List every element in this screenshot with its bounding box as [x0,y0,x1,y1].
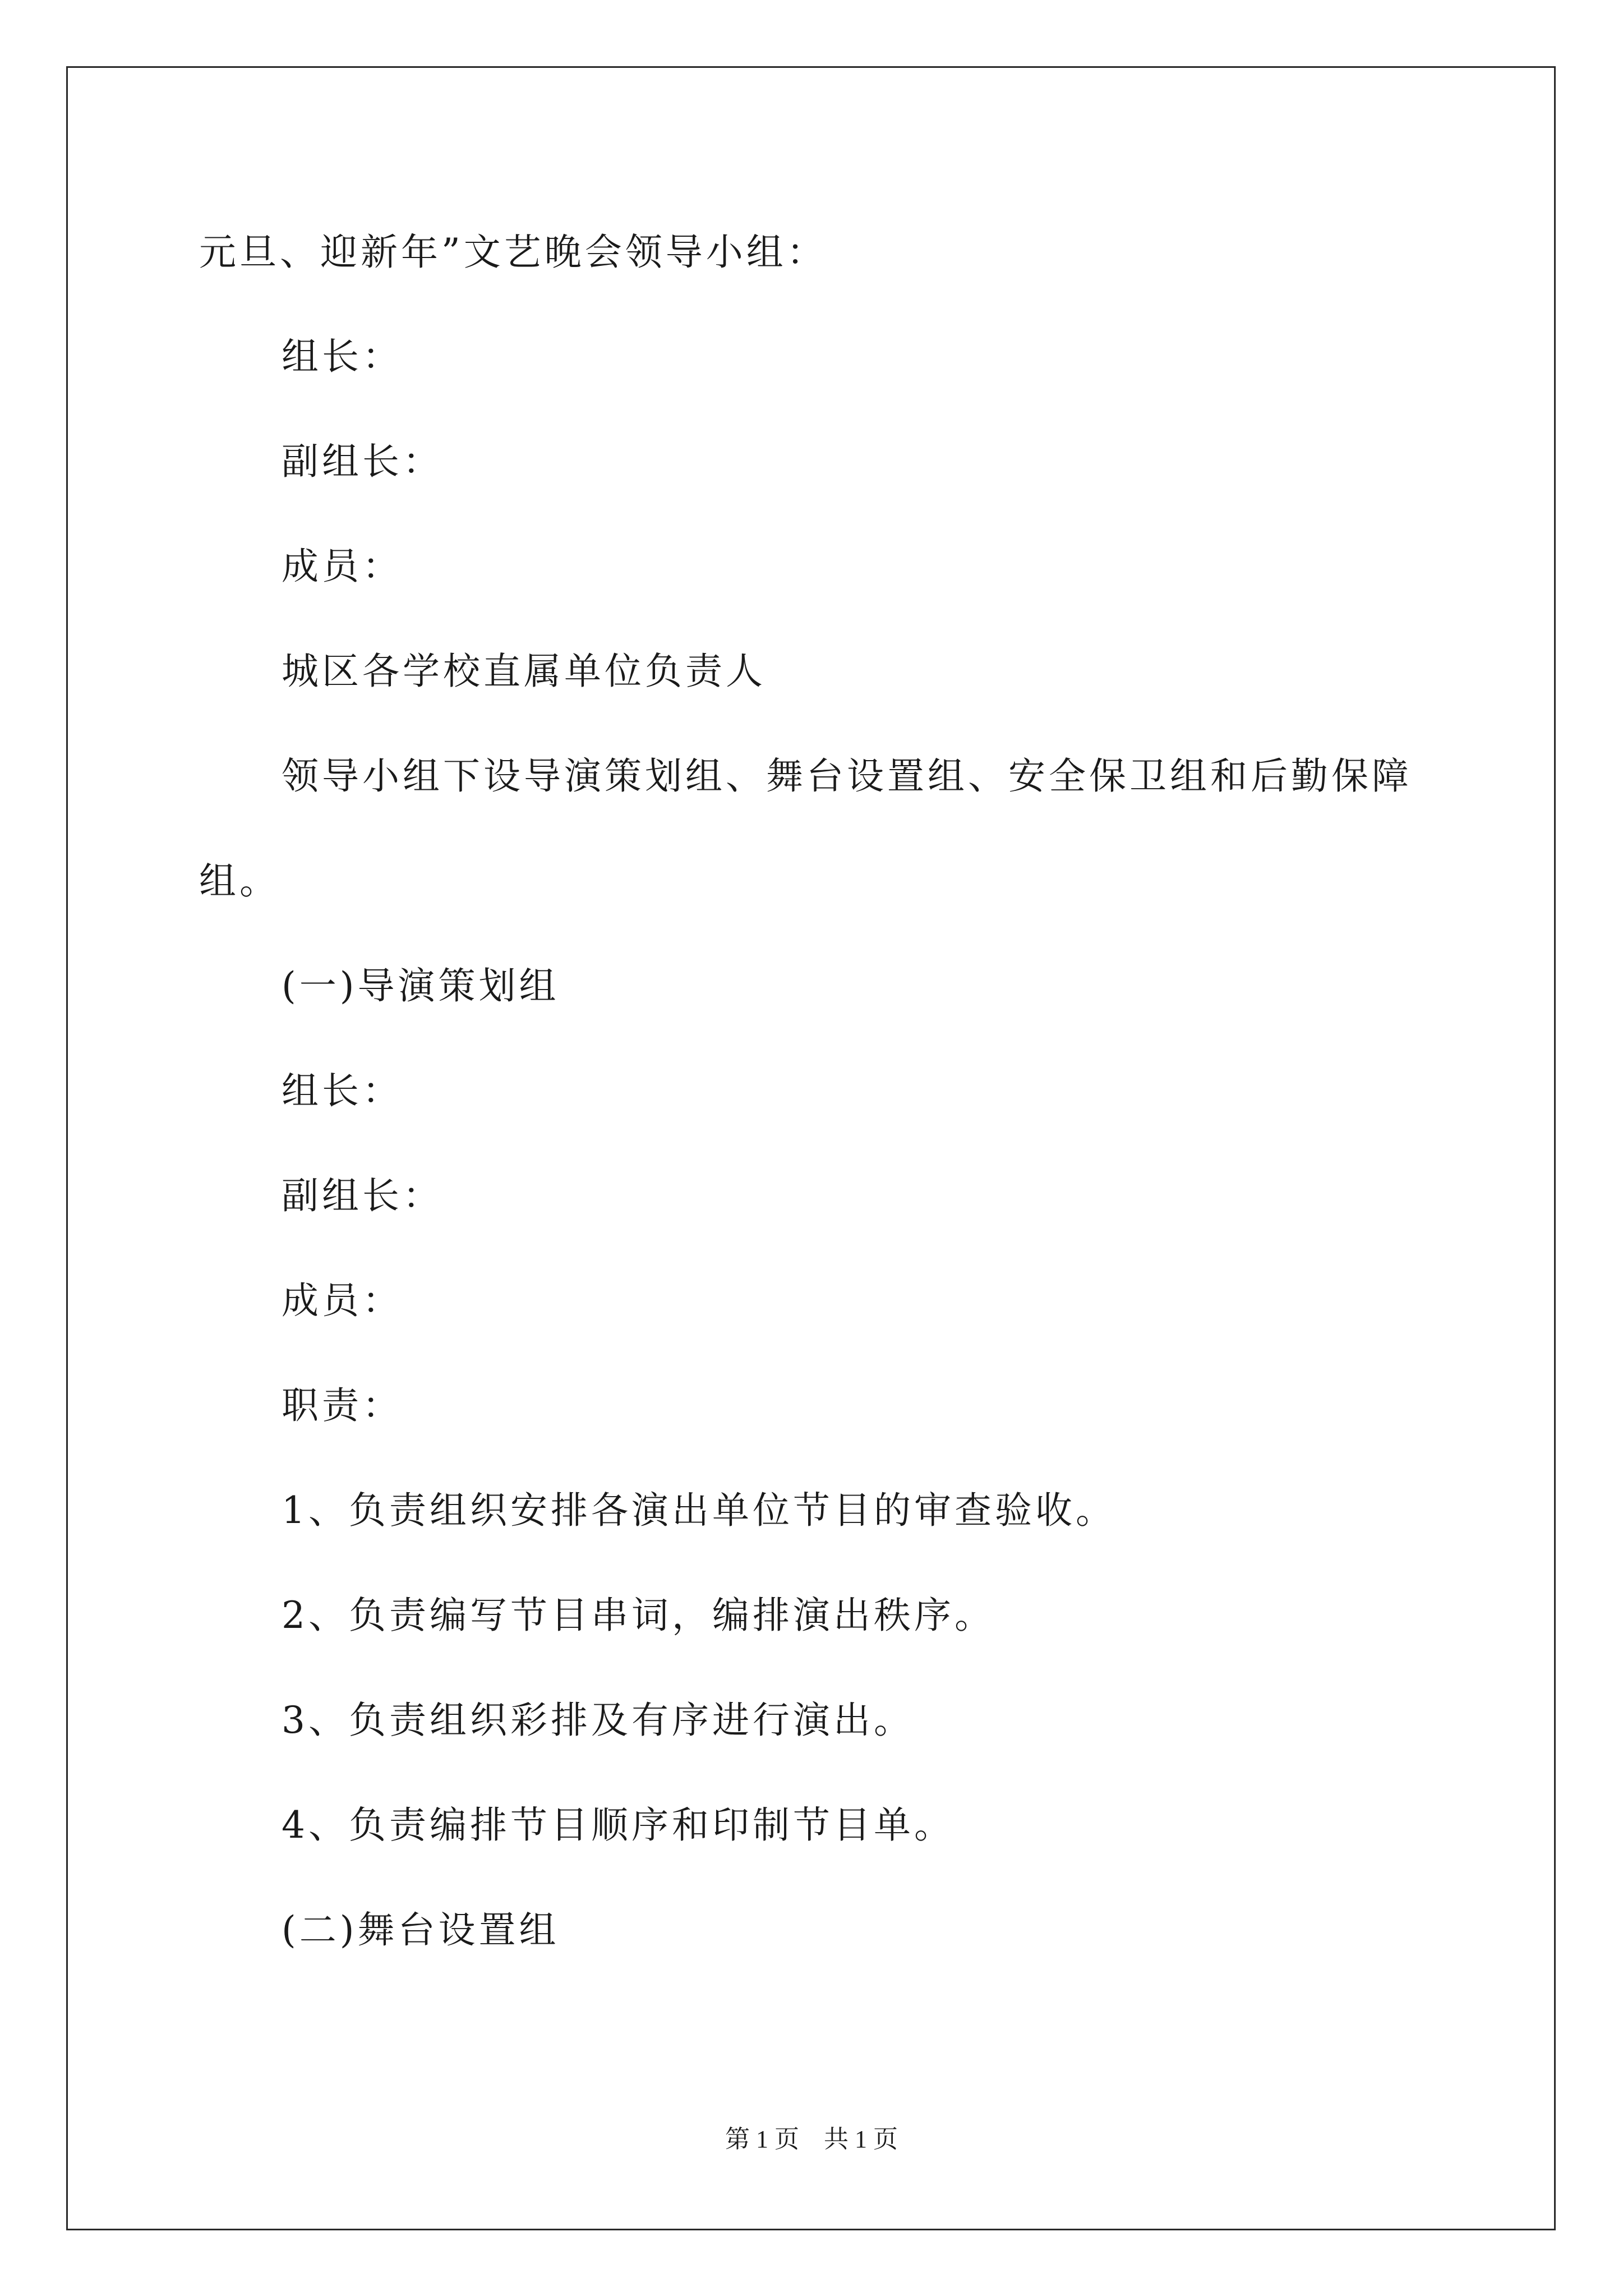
leader-line: 组长： [282,1069,403,1112]
page-number-footer: 第 1 页 共 1 页 [725,2125,898,2153]
members-line: 成员： [282,1279,403,1322]
page-border [66,66,1556,2230]
duty-item: 1、负责组织安排各演出单位节目的审查验收。 [282,1489,1116,1532]
duties-heading: 职责： [282,1384,403,1427]
members-line: 成员： [282,545,403,588]
deputy-leader-line: 副组长： [282,1174,443,1217]
leader-line: 组长： [282,335,403,378]
duty-item: 2、负责编写节目串词，编排演出秩序。 [282,1594,995,1637]
duty-item: 4、负责编排节目顺序和印制节目单。 [282,1803,955,1847]
paragraph-line: 城区各学校直属单位负责人 [282,650,766,693]
paragraph-line: 领导小组下设导演策划组、舞台设置组、安全保卫组和后勤保障 [282,754,1412,798]
section-heading: (一)导演策划组 [282,964,560,1007]
section-heading: (二)舞台设置组 [282,1908,560,1952]
duty-item: 3、负责组织彩排及有序进行演出。 [282,1699,914,1742]
paragraph-line: 组。 [199,859,280,903]
deputy-leader-line: 副组长： [282,440,443,483]
leadership-group-heading: 元旦、迎新年”文艺晚会领导小组： [199,231,827,274]
